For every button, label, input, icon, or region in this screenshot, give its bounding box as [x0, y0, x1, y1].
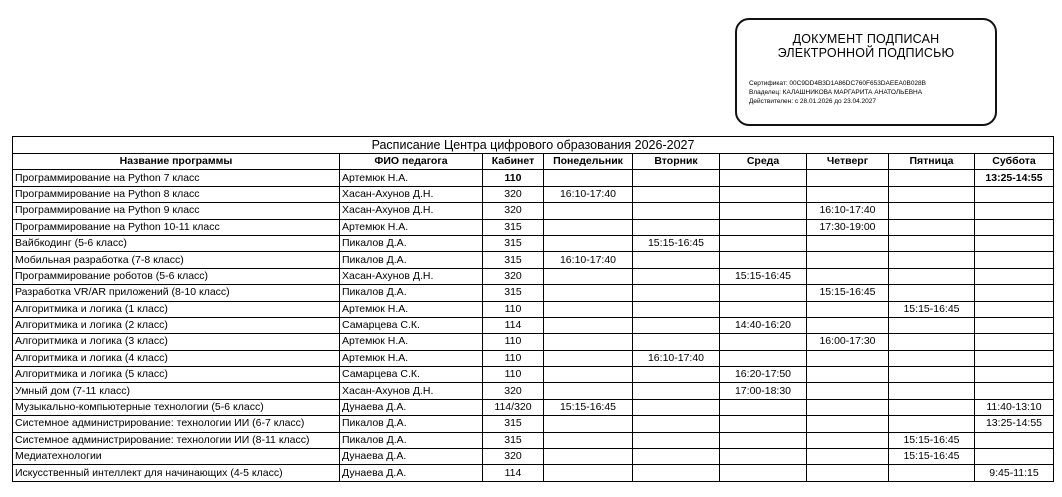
program-cell: Системное администрирование: технологии ИИ (6-7 класс): [13, 416, 340, 432]
tuesday-cell: [633, 449, 720, 465]
table-row: [13, 301, 1054, 317]
wednesday-cell: [720, 252, 807, 268]
thursday-cell: [807, 416, 889, 432]
monday-cell: [544, 334, 633, 350]
table-row: [13, 170, 1054, 186]
friday-cell: 15:15-16:45: [889, 301, 975, 317]
monday-cell: 16:10-17:40: [544, 186, 633, 202]
table-row: [13, 367, 1054, 383]
thursday-cell: 16:10-17:40: [807, 203, 889, 219]
header-tuesday: Вторник: [633, 154, 720, 170]
monday-cell: [544, 432, 633, 448]
stamp-validity: Действителен: с 28.01.2026 до 23.04.2027: [749, 98, 877, 105]
friday-cell: [889, 170, 975, 186]
friday-cell: [889, 235, 975, 251]
program-cell: Алгоритмика и логика (1 класс): [13, 301, 340, 317]
thursday-cell: [807, 170, 889, 186]
teacher-cell: Артемюк Н.А.: [340, 334, 483, 350]
teacher-cell: Самарцева С.К.: [340, 367, 483, 383]
monday-cell: [544, 317, 633, 333]
thursday-cell: [807, 252, 889, 268]
table-row: [13, 219, 1054, 235]
program-cell: Разработка VR/AR приложений (8-10 класс): [13, 285, 340, 301]
thursday-cell: [807, 383, 889, 399]
table-row: [13, 317, 1054, 333]
saturday-cell: 13:25-14:55: [975, 170, 1054, 186]
teacher-cell: Хасан-Ахунов Д.Н.: [340, 268, 483, 284]
saturday-cell: [975, 383, 1054, 399]
friday-cell: 15:15-16:45: [889, 449, 975, 465]
table-row: [13, 268, 1054, 284]
wednesday-cell: 17:00-18:30: [720, 383, 807, 399]
stamp-owner: Владелец: КАЛАШНИКОВА МАРГАРИТА АНАТОЛЬЕВНА: [749, 89, 923, 96]
thursday-cell: [807, 399, 889, 415]
wednesday-cell: [720, 301, 807, 317]
wednesday-cell: [720, 416, 807, 432]
table-row: [13, 235, 1054, 251]
wednesday-cell: [720, 235, 807, 251]
header-friday: Пятница: [889, 154, 975, 170]
header-teacher: ФИО педагога: [340, 154, 483, 170]
room-cell: 114/320: [483, 399, 544, 415]
monday-cell: [544, 170, 633, 186]
program-cell: Алгоритмика и логика (5 класс): [13, 367, 340, 383]
thursday-cell: [807, 268, 889, 284]
table-row: [13, 416, 1054, 432]
teacher-cell: Артемюк Н.А.: [340, 170, 483, 186]
saturday-cell: [975, 235, 1054, 251]
thursday-cell: 17:30-19:00: [807, 219, 889, 235]
room-cell: 320: [483, 203, 544, 219]
tuesday-cell: [633, 432, 720, 448]
tuesday-cell: [633, 186, 720, 202]
room-cell: 320: [483, 186, 544, 202]
saturday-cell: [975, 186, 1054, 202]
room-cell: 110: [483, 367, 544, 383]
teacher-cell: Пикалов Д.А.: [340, 235, 483, 251]
monday-cell: [544, 203, 633, 219]
thursday-cell: [807, 301, 889, 317]
friday-cell: [889, 186, 975, 202]
tuesday-cell: 15:15-16:45: [633, 235, 720, 251]
tuesday-cell: [633, 383, 720, 399]
table-row: [13, 432, 1054, 448]
program-cell: Вайбкодинг (5-6 класс): [13, 235, 340, 251]
teacher-cell: Дунаева Д.А.: [340, 449, 483, 465]
teacher-cell: Пикалов Д.А.: [340, 432, 483, 448]
saturday-cell: [975, 350, 1054, 366]
saturday-cell: [975, 301, 1054, 317]
saturday-cell: [975, 367, 1054, 383]
saturday-cell: [975, 203, 1054, 219]
teacher-cell: Хасан-Ахунов Д.Н.: [340, 203, 483, 219]
wednesday-cell: [720, 219, 807, 235]
teacher-cell: Дунаева Д.А.: [340, 399, 483, 415]
wednesday-cell: [720, 170, 807, 186]
thursday-cell: [807, 186, 889, 202]
saturday-cell: [975, 449, 1054, 465]
table-row: [13, 186, 1054, 202]
room-cell: 315: [483, 416, 544, 432]
thursday-cell: [807, 235, 889, 251]
teacher-cell: Артемюк Н.А.: [340, 219, 483, 235]
tuesday-cell: [633, 334, 720, 350]
header-saturday: Суббота: [975, 154, 1054, 170]
wednesday-cell: [720, 203, 807, 219]
wednesday-cell: [720, 449, 807, 465]
tuesday-cell: [633, 252, 720, 268]
room-cell: 110: [483, 334, 544, 350]
saturday-cell: 13:25-14:55: [975, 416, 1054, 432]
table-row: [13, 252, 1054, 268]
room-cell: 114: [483, 465, 544, 481]
table-row: [13, 399, 1054, 415]
program-cell: Программирование роботов (5-6 класс): [13, 268, 340, 284]
saturday-cell: 11:40-13:10: [975, 399, 1054, 415]
saturday-cell: 9:45-11:15: [975, 465, 1054, 481]
program-cell: Алгоритмика и логика (2 класс): [13, 317, 340, 333]
monday-cell: [544, 465, 633, 481]
thursday-cell: [807, 350, 889, 366]
room-cell: 320: [483, 383, 544, 399]
schedule-body: [13, 170, 1054, 481]
monday-cell: 16:10-17:40: [544, 252, 633, 268]
teacher-cell: Самарцева С.К.: [340, 317, 483, 333]
table-row: [13, 449, 1054, 465]
room-cell: 110: [483, 170, 544, 186]
tuesday-cell: [633, 367, 720, 383]
monday-cell: [544, 268, 633, 284]
stamp-title-line1: ДОКУМЕНТ ПОДПИСАН: [792, 32, 940, 46]
room-cell: 315: [483, 235, 544, 251]
room-cell: 110: [483, 301, 544, 317]
friday-cell: [889, 367, 975, 383]
room-cell: 114: [483, 317, 544, 333]
electronic-signature-stamp: [735, 18, 997, 126]
table-row: [13, 350, 1054, 366]
monday-cell: [544, 219, 633, 235]
room-cell: 315: [483, 285, 544, 301]
room-cell: 110: [483, 350, 544, 366]
friday-cell: [889, 317, 975, 333]
stamp-title: [737, 32, 995, 60]
teacher-cell: Пикалов Д.А.: [340, 252, 483, 268]
thursday-cell: [807, 449, 889, 465]
thursday-cell: 15:15-16:45: [807, 285, 889, 301]
header-program: Название программы: [13, 154, 340, 170]
monday-cell: [544, 285, 633, 301]
saturday-cell: [975, 432, 1054, 448]
header-room: Кабинет: [483, 154, 544, 170]
table-row: [13, 465, 1054, 481]
room-cell: 320: [483, 449, 544, 465]
program-cell: Программирование на Python 10-11 класс: [13, 219, 340, 235]
monday-cell: [544, 416, 633, 432]
wednesday-cell: 14:40-16:20: [720, 317, 807, 333]
wednesday-cell: [720, 334, 807, 350]
program-cell: Программирование на Python 9 класс: [13, 203, 340, 219]
monday-cell: [544, 383, 633, 399]
friday-cell: 15:15-16:45: [889, 432, 975, 448]
table-row: [13, 203, 1054, 219]
stamp-title-line2: ЭЛЕКТРОННОЙ ПОДПИСЬЮ: [777, 46, 955, 60]
wednesday-cell: 16:20-17:50: [720, 367, 807, 383]
friday-cell: [889, 285, 975, 301]
header-thursday: Четверг: [807, 154, 889, 170]
saturday-cell: [975, 268, 1054, 284]
teacher-cell: Хасан-Ахунов Д.Н.: [340, 186, 483, 202]
tuesday-cell: [633, 203, 720, 219]
wednesday-cell: 15:15-16:45: [720, 268, 807, 284]
friday-cell: [889, 350, 975, 366]
room-cell: 315: [483, 252, 544, 268]
program-cell: Искусственный интеллект для начинающих (4-5 класс): [13, 465, 340, 481]
teacher-cell: Пикалов Д.А.: [340, 285, 483, 301]
schedule-table: [12, 136, 1054, 482]
tuesday-cell: [633, 416, 720, 432]
wednesday-cell: [720, 432, 807, 448]
room-cell: 315: [483, 432, 544, 448]
table-header-row: [13, 154, 1054, 170]
thursday-cell: [807, 465, 889, 481]
wednesday-cell: [720, 186, 807, 202]
tuesday-cell: [633, 170, 720, 186]
room-cell: 315: [483, 219, 544, 235]
wednesday-cell: [720, 399, 807, 415]
program-cell: Алгоритмика и логика (4 класс): [13, 350, 340, 366]
friday-cell: [889, 383, 975, 399]
tuesday-cell: [633, 285, 720, 301]
program-cell: Мобильная разработка (7-8 класс): [13, 252, 340, 268]
thursday-cell: [807, 432, 889, 448]
tuesday-cell: 16:10-17:40: [633, 350, 720, 366]
program-cell: Умный дом (7-11 класс): [13, 383, 340, 399]
saturday-cell: [975, 334, 1054, 350]
program-cell: Программирование на Python 7 класс: [13, 170, 340, 186]
stamp-certificate: Сертификат: 00C9DD4B3D1A86DC760F653DAEEA0B028B: [749, 80, 926, 87]
monday-cell: [544, 235, 633, 251]
wednesday-cell: [720, 350, 807, 366]
table-row: [13, 383, 1054, 399]
saturday-cell: [975, 252, 1054, 268]
wednesday-cell: [720, 285, 807, 301]
thursday-cell: 16:00-17:30: [807, 334, 889, 350]
teacher-cell: Дунаева Д.А.: [340, 465, 483, 481]
teacher-cell: Артемюк Н.А.: [340, 301, 483, 317]
teacher-cell: Хасан-Ахунов Д.Н.: [340, 383, 483, 399]
friday-cell: [889, 399, 975, 415]
friday-cell: [889, 465, 975, 481]
friday-cell: [889, 252, 975, 268]
thursday-cell: [807, 367, 889, 383]
header-monday: Понедельник: [544, 154, 633, 170]
program-cell: Системное администрирование: технологии ИИ (8-11 класс): [13, 432, 340, 448]
tuesday-cell: [633, 399, 720, 415]
monday-cell: [544, 367, 633, 383]
header-wednesday: Среда: [720, 154, 807, 170]
monday-cell: 15:15-16:45: [544, 399, 633, 415]
tuesday-cell: [633, 219, 720, 235]
tuesday-cell: [633, 268, 720, 284]
schedule-title: Расписание Центра цифрового образования 2026-2027: [12, 136, 1054, 153]
saturday-cell: [975, 317, 1054, 333]
friday-cell: [889, 203, 975, 219]
friday-cell: [889, 268, 975, 284]
program-cell: Программирование на Python 8 класс: [13, 186, 340, 202]
room-cell: 320: [483, 268, 544, 284]
teacher-cell: Артемюк Н.А.: [340, 350, 483, 366]
monday-cell: [544, 301, 633, 317]
stamp-details: [749, 79, 989, 106]
program-cell: Алгоритмика и логика (3 класс): [13, 334, 340, 350]
wednesday-cell: [720, 465, 807, 481]
friday-cell: [889, 416, 975, 432]
program-cell: Музыкально-компьютерные технологии (5-6 класс): [13, 399, 340, 415]
thursday-cell: [807, 317, 889, 333]
tuesday-cell: [633, 465, 720, 481]
table-row: [13, 285, 1054, 301]
friday-cell: [889, 334, 975, 350]
monday-cell: [544, 449, 633, 465]
saturday-cell: [975, 219, 1054, 235]
friday-cell: [889, 219, 975, 235]
teacher-cell: Пикалов Д.А.: [340, 416, 483, 432]
monday-cell: [544, 350, 633, 366]
program-cell: Медиатехнологии: [13, 449, 340, 465]
saturday-cell: [975, 285, 1054, 301]
tuesday-cell: [633, 301, 720, 317]
table-row: [13, 334, 1054, 350]
tuesday-cell: [633, 317, 720, 333]
